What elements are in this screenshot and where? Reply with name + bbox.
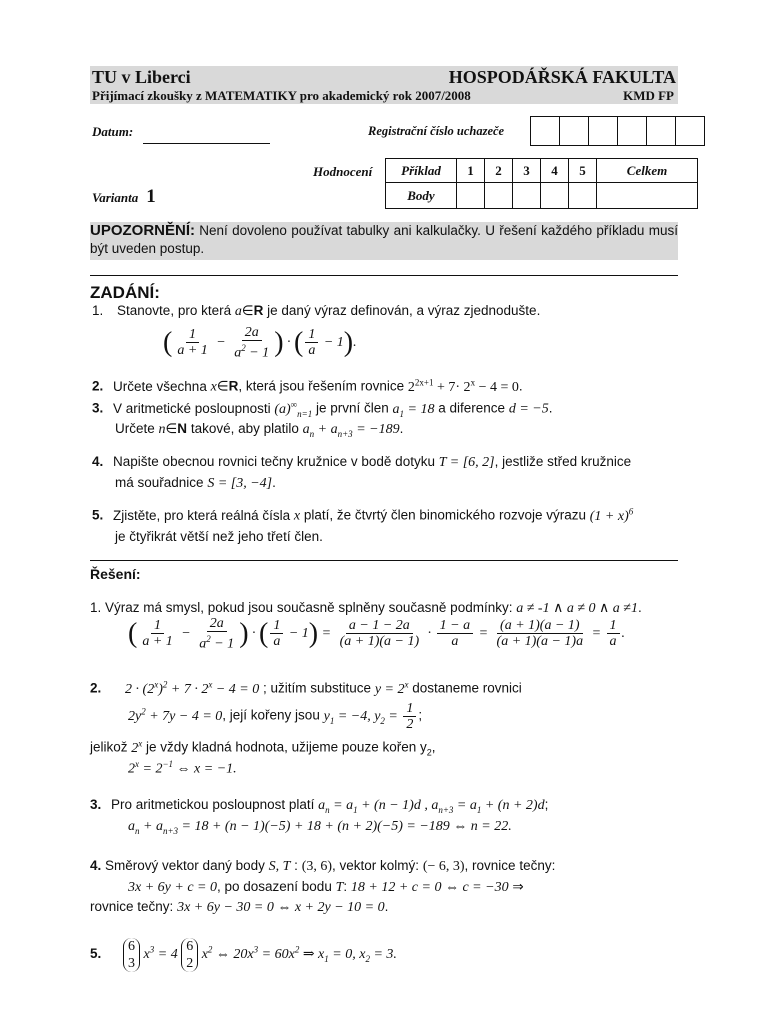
- problem-text: Napište obecnou rovnici tečny kružnice v bodě dotyku: [113, 454, 435, 469]
- solution-text: , vektor kolmý:: [332, 858, 420, 873]
- solution-4-line3: rovnice tečny: 3x + 6y − 30 = 0 ⇔ x + 2y − 10 = 0.: [90, 899, 389, 915]
- solution-text: , její kořeny jsou: [222, 707, 320, 723]
- solution-3-result: $a_n + a_{n+3} = 18 + (n - 1)(-5) + 18 + (n + 2)(-5) = -189$ ⇔ n = 22.: [128, 819, 512, 836]
- date-field[interactable]: [143, 143, 270, 144]
- problem-3-line2: Určete n∈N takové, aby platilo $a_n + a_{n+3} = -189$.: [115, 421, 404, 439]
- problem-text: Zjistěte, pro která reálná čísla: [113, 507, 291, 523]
- problem-number: 3.: [92, 400, 104, 416]
- solution-2-line3: jelikož 2$^x$ je vždy kladná hodnota, užijeme pouze kořen $y_2$,: [90, 738, 436, 758]
- solution-text: Směrový vektor daný body: [105, 858, 265, 873]
- problem-text: V aritmetické posloupnosti: [113, 400, 271, 416]
- date-label: Datum:: [92, 124, 134, 139]
- variant: [92, 186, 156, 208]
- problem-text: je daný výraz definován, a výraz zjednodušte.: [267, 303, 541, 318]
- solution-text: dostaneme rovnici: [412, 680, 522, 696]
- problem-number: 4.: [92, 454, 104, 469]
- table-header-cell: 2: [485, 159, 513, 183]
- problem-1-expression: ( $\frac{1}{a + 1}$ − $\frac{2a}{a^2 - 1}$ ) · ( $\frac{1}{a}$ − 1).: [163, 325, 357, 361]
- points-total-cell[interactable]: [597, 183, 698, 209]
- variant-number: 1: [146, 186, 156, 207]
- assignment-title: ZADÁNÍ:: [90, 283, 160, 302]
- points-cell[interactable]: [541, 183, 569, 209]
- solution-2: 2. $2 \cdot (2^x)^2 + 7 \cdot 2^x - 4 = 0$ ; užitím substituce $y = 2^x$ dostaneme rovnici: [90, 679, 522, 697]
- problem-text: je první člen: [315, 400, 389, 416]
- solution-number: 3.: [90, 797, 102, 812]
- solution-5: 5. 6 3 $x^3 = 4$ 6 2 $x^2$ ⇔ $20x^3 = 60x^2$ ⇒ $x_1 = 0$, $x_2 = 3$.: [90, 939, 397, 971]
- table-header-cell: 1: [457, 159, 485, 183]
- points-cell[interactable]: [457, 183, 485, 209]
- problem-4: 4. Napište obecnou rovnici tečny kružnice v bodě dotyku T = [6, 2], jestliže střed kružnice má souřadnice S = [3, −4].: [92, 454, 632, 491]
- solution-text: jelikož: [90, 739, 128, 755]
- problem-2: 2. Určete všechna x∈R, která jsou řešením rovnice $2^{2x+1} + 7\cdot 2^x - 4 = 0$.: [92, 377, 523, 395]
- points-cell[interactable]: [513, 183, 541, 209]
- problem-text: platí, že čtvrtý člen binomického rozvoje výrazu: [303, 507, 586, 523]
- points-cell[interactable]: [569, 183, 597, 209]
- solution-text: , rovnice tečny:: [464, 858, 556, 873]
- notice-text: Není dovoleno používat tabulky ani kalkulačky. U řešení každého příkladu musí být uveden postup.: [90, 223, 678, 256]
- solution-4-line2: 3x + 6y + c = 0, po dosazení bodu T: 18 + 12 + c = 0 ⇔ c = −30 ⇒: [128, 879, 524, 895]
- faculty-name: HOSPODÁŘSKÁ FAKULTA: [448, 67, 676, 87]
- problem-text: Určete: [115, 421, 155, 436]
- problem-text: má souřadnice: [115, 475, 204, 490]
- solution-text: Pro aritmetickou posloupnost platí: [111, 797, 315, 812]
- solution-number: 4.: [90, 858, 102, 873]
- points-label: Body: [386, 183, 457, 209]
- solution-number: 5.: [90, 946, 102, 962]
- problem-5: 5. Zjistěte, pro která reálná čísla x platí, že čtvrtý člen binomického rozvoje výrazu $(1 + x)^6$ je čtyřikrát větší než jeho třetí člen.: [92, 506, 634, 544]
- solution-text: ; užitím substituce: [263, 680, 372, 696]
- divider: [90, 275, 678, 276]
- problem-number: 5.: [92, 507, 104, 523]
- university-name: TU v Liberci: [92, 67, 191, 87]
- problem-1: 1. Stanovte, pro která a∈R je daný výraz definován, a výraz zjednodušte.: [92, 303, 541, 319]
- problem-number: 1.: [92, 303, 104, 318]
- problem-text: Stanovte, pro která: [117, 303, 232, 318]
- solution-text: rovnice tečny:: [90, 899, 174, 914]
- department: KMD FP: [623, 88, 674, 103]
- problem-text: a diference: [438, 400, 506, 416]
- notice-title: UPOZORNĚNÍ:: [90, 222, 195, 239]
- table-header-cell: Příklad: [386, 159, 457, 183]
- table-header-cell: 5: [569, 159, 597, 183]
- problem-3: 3. V aritmetické posloupnosti $(a)^\infty_{n=1}$ je první člen $a_1 = 18$ a diference d = −5.: [92, 399, 553, 419]
- evaluation-table: [385, 158, 698, 209]
- solution-3: 3. Pro aritmetickou posloupnost platí $a_n = a_1 + (n - 1)d$ , $a_{n+3} = a_1 + (n + 2)d$;: [90, 797, 549, 815]
- notice-box: [90, 222, 678, 260]
- divider: [90, 560, 678, 561]
- solution-1-expression: ( $\frac{1}{a + 1}$ − $\frac{2a}{a^2 - 1}$ ) · ( $\frac{1}{a}$ − 1) = $\frac{a - 1 - 2a}{(a + 1)(a - 1)}$ · $\frac{1 - a}{a}$ = $\frac{(a + 1)(a - 1)}{(a + 1)(a - 1)a}$ = $\frac{1}{a}$ .: [128, 616, 626, 652]
- problem-text: , která jsou řešením rovnice: [238, 378, 405, 394]
- solution-4: 4. Směrový vektor daný body S, T : (3, 6), vektor kolmý: (− 6, 3), rovnice tečny:: [90, 858, 556, 874]
- solution-text: , po dosazení bodu: [216, 879, 332, 894]
- evaluation-label: Hodnocení: [313, 164, 373, 179]
- variant-label: Varianta: [92, 190, 139, 205]
- solution-2-line2: $2y^2 + 7y - 4 = 0$, její kořeny jsou $y_1 = -4$, $y_2$ = $\frac{1}{2}$ ;: [128, 701, 423, 732]
- problem-text: takové, aby platilo: [190, 421, 299, 436]
- header-bar: [90, 66, 678, 88]
- registration-number-boxes[interactable]: [530, 116, 705, 146]
- exam-bar: [90, 88, 678, 104]
- problem-text: Určete všechna: [113, 378, 207, 394]
- table-header-cell: 3: [513, 159, 541, 183]
- solution-number: 2.: [90, 680, 102, 696]
- points-cell[interactable]: [485, 183, 513, 209]
- problem-number: 2.: [92, 378, 104, 394]
- table-header-cell: Celkem: [597, 159, 698, 183]
- solution-title: Řešení:: [90, 566, 141, 582]
- solution-1: 1. Výraz má smysl, pokud jsou současně splněny současně podmínky: a ≠ -1 ∧ a ≠ 0 ∧ a ≠1.: [90, 600, 642, 616]
- solution-text: je vždy kladná hodnota, užijeme pouze kořen y: [146, 739, 427, 755]
- table-header-cell: 4: [541, 159, 569, 183]
- exam-title: Přijímací zkoušky z MATEMATIKY pro akademický rok 2007/2008: [92, 88, 471, 103]
- solution-2-result: $2^x = 2^{-1}$ ⇔ x = −1.: [128, 759, 237, 777]
- registration-label: Registrační číslo uchazeče: [368, 124, 505, 138]
- solution-text: 1. Výraz má smysl, pokud jsou současně splněny současně podmínky:: [90, 600, 513, 615]
- problem-text: , jestliže střed kružnice: [494, 454, 632, 469]
- problem-text: je čtyřikrát větší než jeho třetí člen.: [115, 528, 323, 544]
